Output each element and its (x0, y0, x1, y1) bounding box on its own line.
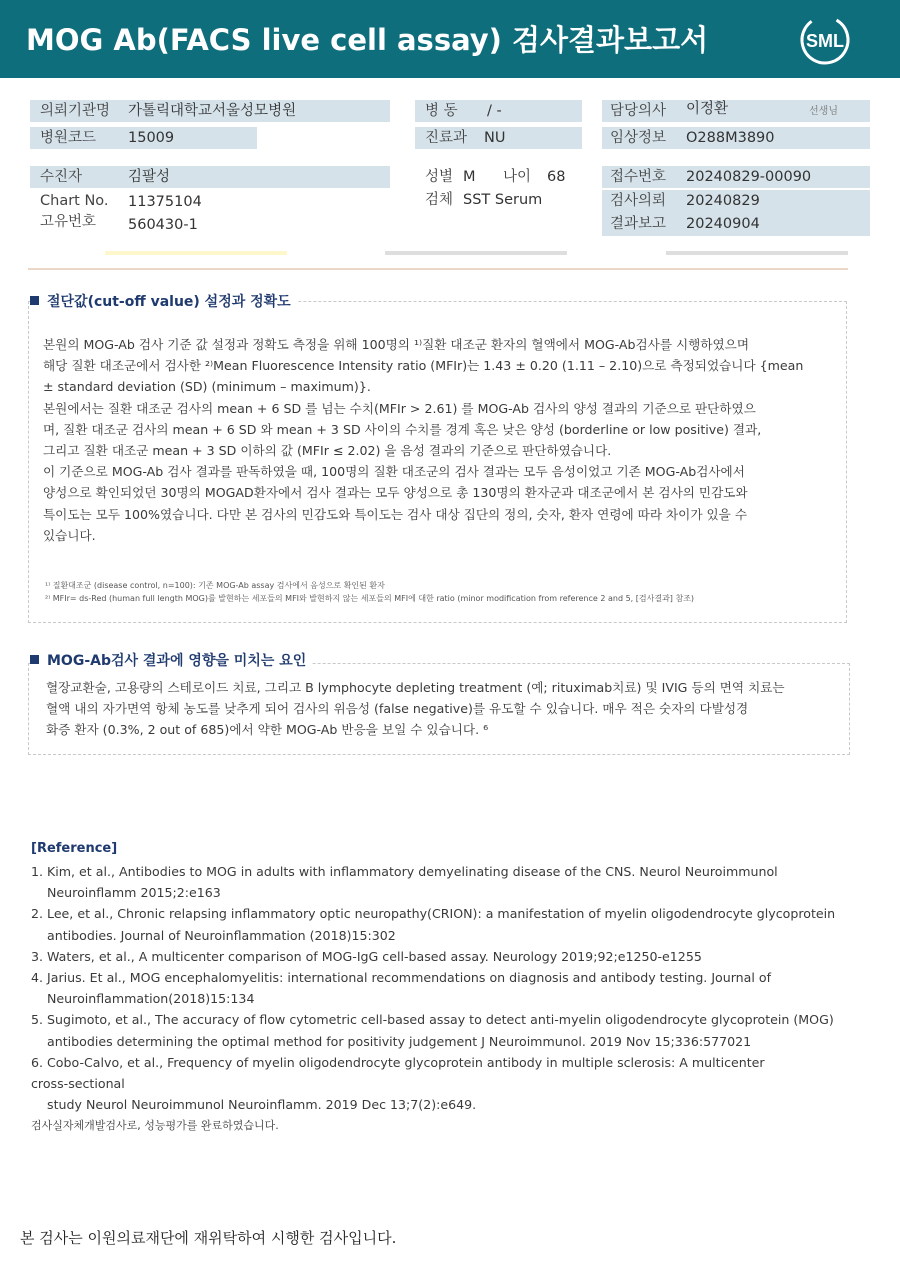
ward-value: / - (487, 103, 502, 119)
reference-line: cross-sectional (31, 1076, 125, 1092)
references-title: [Reference] (31, 841, 118, 856)
age-value: 68 (547, 169, 566, 185)
sex-value: M (463, 169, 476, 185)
section2-title-text: MOG-Ab검사 결과에 영향을 미치는 요인 (47, 653, 307, 669)
reference-line: 6. Cobo-Calvo, et al., Frequency of myelin oligodendrocyte glycoprotein antibody in multiple sclerosis: A multicenter (31, 1054, 765, 1070)
section1-body (43, 334, 838, 546)
chart-value: 11375104 (128, 194, 202, 210)
doctor-suffix: 선생님 (809, 106, 838, 117)
clinical-value: O288M3890 (686, 130, 775, 146)
section2-body (46, 677, 841, 741)
bullet-square-icon (30, 655, 39, 664)
receipt-value: 20240829-00090 (686, 169, 812, 185)
institution-label: 의뢰기관명 (40, 103, 111, 119)
doctor-label: 담당의사 (610, 103, 667, 119)
footnote-2: ²⁾ MFIr= ds-Red (human full length MOG)를 발현하는 세포들의 MFI와 발현하지 않는 세포들의 MFI에 대한 ratio (minor modification from reference 2 and 5, [검사결과] 참조) (45, 594, 695, 603)
ward-label: 병 동 (425, 103, 458, 119)
section1-line: 있습니다. (43, 527, 96, 543)
id-value: 560430-1 (128, 217, 198, 233)
reference-line: antibodies determining the optimal method for positivity judgement J Neuroimmunol. 2019 Nov 15;336:577021 (31, 1033, 752, 1049)
section1-title (30, 291, 297, 311)
patient-row (30, 166, 390, 188)
section1-line: 이 기준으로 MOG-Ab 검사 결과를 판독하였을 때, 100명의 질환 대조군의 검사 결과는 모두 음성이었고 기존 MOG-Ab검사에서 (43, 464, 745, 480)
section1-line: 해당 질환 대조군에서 검사한 ²⁾Mean Fluorescence Intensity ratio (MFIr)는 1.43 ± 0.20 (1.11 – 2.10)으로 측정되었습니다 {mean (43, 358, 804, 374)
reference-line: 5. Sugimoto, et al., The accuracy of flow cytometric cell-based assay to detect anti-myelin oligodendrocyte glycoprotein (MOG) (31, 1012, 834, 1028)
bullet-square-icon (30, 296, 39, 305)
section2-title (30, 650, 312, 670)
report-header (0, 0, 900, 78)
specimen-value: SST Serum (463, 192, 543, 208)
patient-label: 수진자 (40, 169, 83, 185)
section2-line: 혈장교환술, 고용량의 스테로이드 치료, 그리고 B lymphocyte depleting treatment (예; rituximab치료) 및 IVIG 등의 면역 치료는 (46, 680, 785, 695)
section1-line: 며, 질환 대조군 검사의 mean + 6 SD 와 mean + 3 SD 사이의 수치를 경계 혹은 낮은 양성 (borderline or low positive) 결과, (43, 421, 762, 437)
reference-line: Neuroinflammation(2018)15:134 (31, 991, 255, 1007)
section1-line: 본원에서는 질환 대조군 검사의 mean + 6 SD 를 넘는 수치(MFIr > 2.61) 를 MOG-Ab 검사의 양성 결과의 기준으로 판단하였으 (43, 400, 756, 416)
section1-line: 양성으로 확인되었던 30명의 MOGAD환자에서 검사 결과는 모두 양성으로 총 130명의 환자군과 대조군에서 본 검사의 민감도와 (43, 485, 748, 501)
id-label: 고유번호 (40, 214, 97, 230)
chart-label: Chart No. (40, 193, 109, 209)
request-value: 20240829 (686, 193, 760, 209)
reference-line: 1. Kim, et al., Antibodies to MOG in adults with inflammatory demyelinating disease of the CNS. Neurol Neuroimmunol (31, 864, 778, 879)
sex-label: 성별 (425, 169, 454, 185)
reference-line: 4. Jarius. Et al., MOG encephalomyelitis: international recommendations on diagnosis and antibody testing. Journal of (31, 970, 772, 986)
reference-line: study Neurol Neuroimmunol Neuroinflamm. 2019 Dec 13;7(2):e649. (31, 1097, 477, 1113)
reference-line: 2. Lee, et al., Chronic relapsing inflammatory optic neuropathy(CRION): a manifestation of myelin oligodendrocyte glycoprotein (31, 906, 836, 922)
institution-value: 가톨릭대학교서울성모병원 (128, 103, 297, 119)
report-title: MOG Ab(FACS live cell assay) 검사결과보고서 (26, 23, 709, 57)
accent-bar-gray-right (666, 251, 848, 255)
reference-line: Neuroinflamm 2015;2:e163 (31, 885, 221, 901)
section1-line: 본원의 MOG-Ab 검사 기준 값 설정과 정확도 측정을 위해 100명의 ¹⁾질환 대조군 환자의 혈액에서 MOG-Ab검사를 시행하였으며 (43, 337, 750, 352)
report-value: 20240904 (686, 216, 760, 232)
references-closing: 검사실자체개발검사로, 성능평가를 완료하였습니다. (31, 1119, 279, 1133)
specimen-label: 검체 (425, 192, 454, 208)
patient-value: 김팔성 (128, 169, 171, 185)
reference-line: antibodies. Journal of Neuroinflammation (2018)15:302 (31, 927, 396, 943)
clinical-label: 임상정보 (610, 130, 667, 146)
request-label: 검사의뢰 (610, 193, 667, 209)
section1-title-text: 절단값(cut-off value) 설정과 정확도 (47, 294, 291, 310)
accent-bar-gray (385, 251, 567, 255)
sml-logo (798, 13, 852, 67)
section2-line: 화증 환자 (0.3%, 2 out of 685)에서 약한 MOG-Ab 반응을 보일 수 있습니다. ⁶ (46, 722, 489, 738)
hospital-code-value: 15009 (128, 130, 175, 146)
footnote-1: ¹⁾ 질환대조군 (disease control, n=100): 기존 MOG-Ab assay 검사에서 음성으로 확인된 환자 (45, 581, 385, 590)
accent-bar-yellow (105, 251, 287, 255)
section1-line: 특이도는 모두 100%였습니다. 다만 본 검사의 민감도와 특이도는 검사 대상 집단의 정의, 숫자, 환자 연령에 따라 차이가 있을 수 (43, 506, 748, 522)
section1-line: 그리고 질환 대조군 mean + 3 SD 이하의 값 (MFIr ≤ 2.02) 을 음성 결과의 기준으로 판단하였습니다. (43, 443, 612, 459)
section2-line: 혈액 내의 자가면역 항체 농도를 낮추게 되어 검사의 위음성 (false negative)를 유도할 수 있습니다. 매우 적은 숫자의 다발성경 (46, 701, 749, 717)
doctor-value: 이정환 (686, 101, 729, 117)
reference-line: 3. Waters, et al., A multicenter comparison of MOG-IgG cell-based assay. Neurology 2019;92;e1250-e1255 (31, 948, 702, 964)
section-divider (28, 268, 848, 270)
age-label: 나이 (503, 169, 532, 185)
references-list (31, 861, 861, 1137)
sml-logo-text: SML (806, 31, 844, 51)
report-label: 결과보고 (610, 216, 667, 232)
dept-label: 진료과 (425, 130, 468, 146)
section1-line: ± standard deviation (SD) (minimum – maximum)}. (43, 379, 371, 395)
receipt-label: 접수번호 (610, 169, 667, 185)
dept-value: NU (484, 130, 506, 146)
hospital-code-label: 병원코드 (40, 130, 97, 146)
footer-note: 본 검사는 이원의료재단에 재위탁하여 시행한 검사입니다. (20, 1229, 397, 1247)
